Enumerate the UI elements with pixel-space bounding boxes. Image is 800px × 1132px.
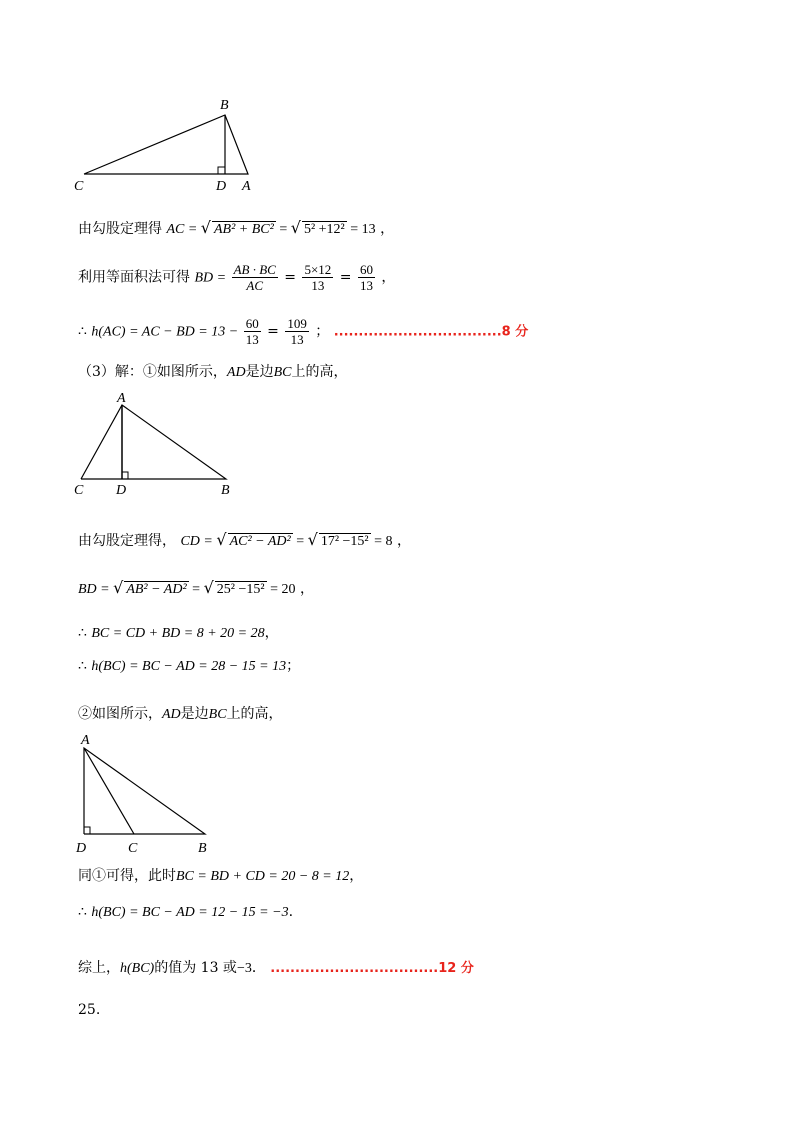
equation-line-10: 同①可得，此时BC = BD + CD = 20 − 8 = 12， bbox=[78, 868, 364, 884]
triangle-outline bbox=[81, 405, 226, 479]
equation-line-2: 利用等面积法可得 BD = $\frac{AB \cdot BC}{AC}$ = $\frac{5\times 12}{13}$ = $\frac{60}{13}$ ， bbox=[78, 262, 396, 293]
triangle-outline bbox=[84, 115, 248, 174]
vertex-label-d: D bbox=[116, 483, 127, 498]
equation-line-1: 由勾股定理得 AC = √ AB² + BC² = √ 5² +12² = 13 ， bbox=[78, 218, 395, 237]
equation-line-8: ∴ h(BC) = BC − AD = 28 − 15 = 13； bbox=[78, 658, 301, 674]
text-line-part3: （3）解：①如图所示，AD是边BC上的高， bbox=[78, 364, 348, 380]
vertex-label-c: C bbox=[74, 483, 84, 498]
text-line-case2: ②如图所示，AD是边BC上的高， bbox=[78, 706, 283, 722]
equation-line-5: 由勾股定理得， CD = √ AC² − AD² = √ 17² −15² = 8 ， bbox=[78, 530, 411, 549]
vertex-label-b: B bbox=[220, 98, 229, 113]
segment-ac bbox=[84, 748, 134, 834]
conclusion-line: 综上，h(BC)的值为 13 或−3． ..................................12 分 bbox=[78, 960, 474, 976]
vertex-label-a: A bbox=[242, 179, 251, 194]
vertex-label-c: C bbox=[128, 841, 138, 856]
equation-line-6: BD = √ AB² − AD² = √ 25² −15² = 20 ， bbox=[78, 578, 314, 597]
triangle-figure-2 bbox=[70, 388, 250, 500]
score-mark-12: ..................................12 分 bbox=[270, 961, 474, 976]
equation-line-11: ∴ h(BC) = BC − AD = 12 − 15 = −3. bbox=[78, 904, 294, 920]
vertex-label-b: B bbox=[221, 483, 230, 498]
vertex-label-d: D bbox=[216, 179, 227, 194]
question-number-25: 25. bbox=[78, 1002, 101, 1018]
score-mark-8: ..................................8 分 bbox=[333, 324, 529, 340]
vertex-label-a: A bbox=[117, 391, 126, 406]
vertex-label-d: D bbox=[76, 841, 87, 856]
right-angle-mark bbox=[218, 167, 225, 174]
triangle-outline bbox=[84, 748, 205, 834]
vertex-label-a: A bbox=[81, 733, 90, 748]
right-angle-mark bbox=[84, 827, 90, 834]
right-angle-mark bbox=[122, 472, 128, 479]
vertex-label-b: B bbox=[198, 841, 207, 856]
vertex-label-c: C bbox=[74, 179, 84, 194]
triangle-figure-3 bbox=[70, 730, 220, 858]
equation-line-7: ∴ BC = CD + BD = 8 + 20 = 28， bbox=[78, 625, 279, 641]
equation-line-3: ∴ h(AC) = AC − BD = 13 − $\frac{60}{13}$ = $\frac{109}{13}$ ； ..................................8 分 bbox=[78, 316, 529, 347]
triangle-figure-1 bbox=[70, 92, 270, 197]
